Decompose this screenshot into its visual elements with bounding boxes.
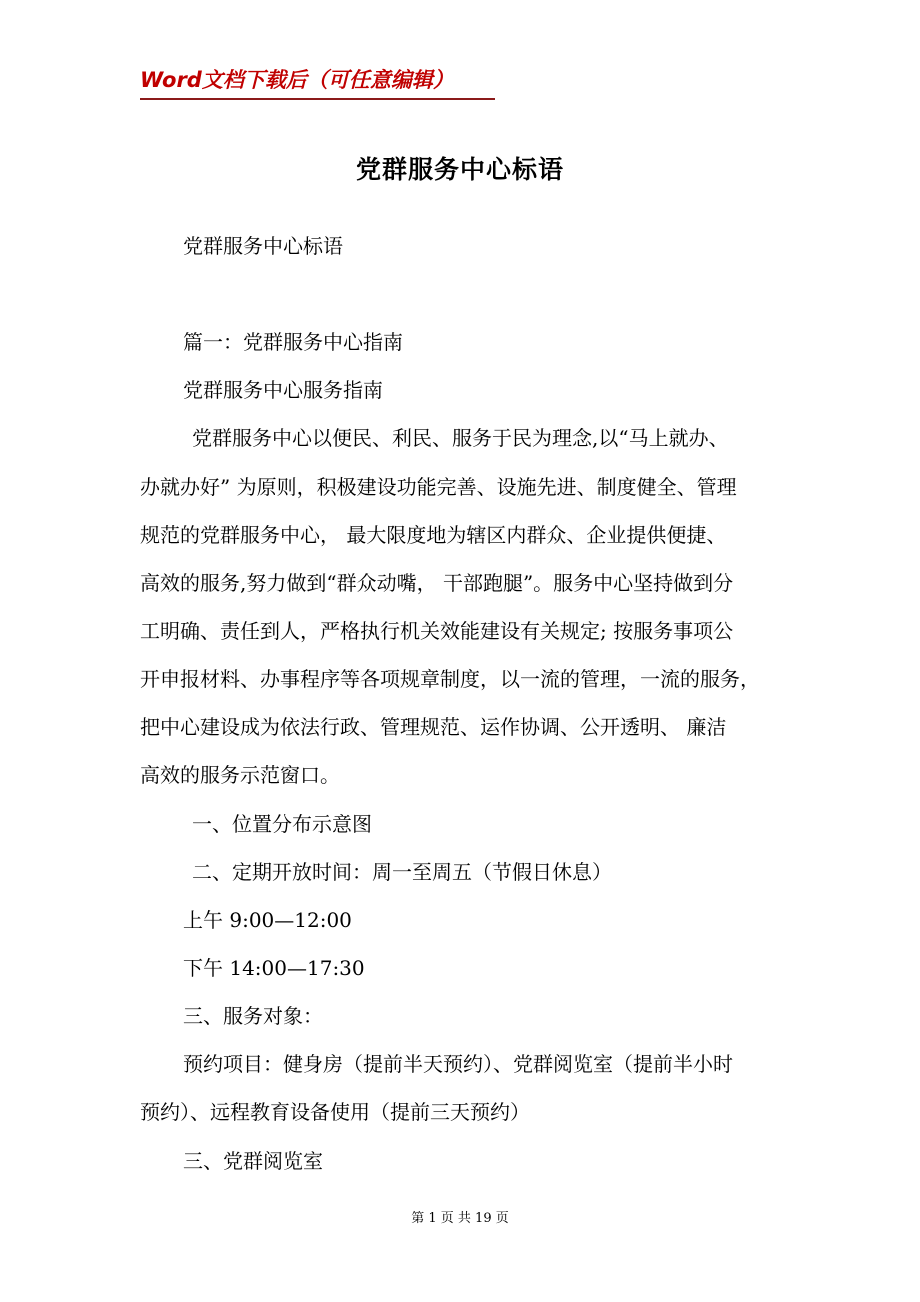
intro-line-5: 工明确、责任到人，严格执行机关效能建设有关规定; 按服务事项公 bbox=[140, 619, 734, 643]
banner-text: Word文档下载后（可任意编辑） bbox=[140, 68, 454, 92]
section-title: 篇一：党群服务中心指南 bbox=[183, 330, 403, 354]
intro-line-8: 高效的服务示范窗口。 bbox=[140, 763, 340, 787]
afternoon-hours: 下午 14:00—17:30 bbox=[183, 956, 365, 980]
booking-line-1: 预约项目：健身房（提前半天预约）、党群阅览室（提前半小时 bbox=[183, 1052, 733, 1076]
intro-line-6: 开申报材料、办事程序等各项规章制度，以一流的管理，一流的服务， bbox=[140, 667, 760, 691]
intro-line-2: 办就办好” 为原则，积极建设功能完善、设施先进、制度健全、管理 bbox=[140, 475, 737, 499]
guide-title: 党群服务中心服务指南 bbox=[183, 378, 383, 402]
morning-hours: 上午 9:00—12:00 bbox=[183, 908, 352, 932]
intro-line-3: 规范的党群服务中心， 最大限度地为辖区内群众、企业提供便捷、 bbox=[140, 523, 727, 547]
item-service-target: 三、服务对象： bbox=[183, 1004, 323, 1028]
page-number: 第 1 页 共 19 页 bbox=[411, 1211, 509, 1226]
intro-line-4: 高效的服务,努力做到“群众动嘴， 干部跑腿”。服务中心坚持做到分 bbox=[140, 571, 734, 595]
item-hours: 二、定期开放时间：周一至周五（节假日休息） bbox=[192, 860, 612, 884]
intro-line-1: 党群服务中心以便民、利民、服务于民为理念,以“马上就办、 bbox=[192, 426, 729, 450]
intro-line-7: 把中心建设成为依法行政、管理规范、运作协调、公开透明、 廉洁 bbox=[140, 715, 727, 739]
download-banner bbox=[140, 64, 495, 100]
item-reading-room: 三、党群阅览室 bbox=[183, 1149, 323, 1173]
item-location: 一、位置分布示意图 bbox=[192, 812, 372, 836]
document-title: 党群服务中心标语 bbox=[355, 155, 564, 184]
booking-line-2: 预约）、远程教育设备使用（提前三天预约） bbox=[140, 1100, 530, 1124]
subtitle: 党群服务中心标语 bbox=[183, 234, 343, 258]
